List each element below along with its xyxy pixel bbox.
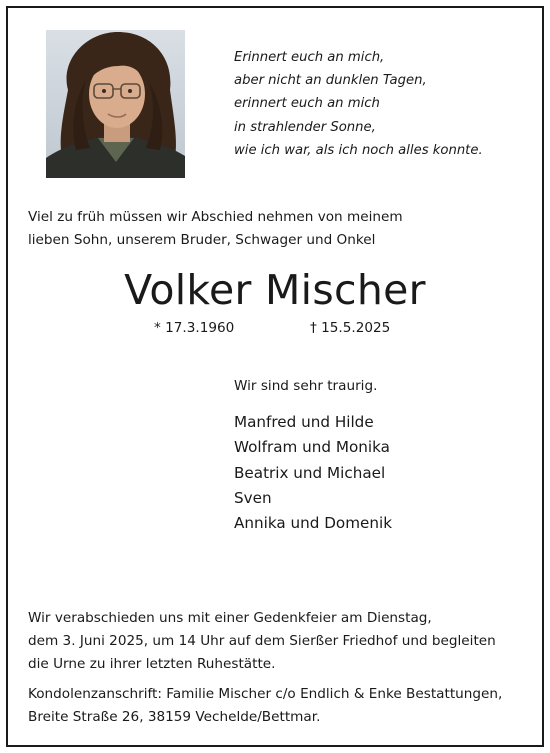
address-line: Breite Straße 26, 38159 Vechelde/Bettmar. bbox=[28, 709, 321, 725]
condolence-address bbox=[28, 683, 502, 729]
family-member: Annika und Domenik bbox=[234, 514, 393, 533]
poem-line: Erinnert euch an mich, bbox=[234, 50, 385, 65]
intro-line: lieben Sohn, unserem Bruder, Schwager und Onkel bbox=[28, 232, 376, 248]
service-line: Wir verabschieden uns mit einer Gedenkfeier am Dienstag, bbox=[28, 610, 432, 626]
deceased-name: Volker Mischer bbox=[124, 266, 426, 314]
family-member: Sven bbox=[234, 488, 272, 507]
family-list bbox=[234, 410, 392, 536]
poem bbox=[234, 46, 483, 162]
address-line: Kondolenzanschrift: Familie Mischer c/o Endlich & Enke Bestattungen, bbox=[28, 686, 503, 702]
memorial-service-text bbox=[28, 607, 496, 676]
family-member: Beatrix und Michael bbox=[234, 463, 386, 482]
poem-line: in strahlender Sonne, bbox=[234, 119, 376, 135]
intro-line: Viel zu früh müssen wir Abschied nehmen von meinem bbox=[28, 209, 403, 225]
portrait-photo bbox=[46, 30, 185, 178]
birth-date: * 17.3.1960 bbox=[154, 320, 235, 336]
family-member: Wolfram und Monika bbox=[234, 438, 390, 457]
poem-line: aber nicht an dunklen Tagen, bbox=[234, 73, 427, 89]
mourning-statement: Wir sind sehr traurig. bbox=[234, 378, 378, 394]
family-member: Manfred und Hilde bbox=[234, 413, 374, 431]
death-date: † 15.5.2025 bbox=[310, 320, 391, 336]
poem-line: erinnert euch an mich bbox=[234, 96, 380, 112]
service-line: dem 3. Juni 2025, um 14 Uhr auf dem Sierßer Friedhof und begleiten bbox=[28, 633, 496, 649]
service-line: die Urne zu ihrer letzten Ruhestätte. bbox=[28, 656, 276, 672]
poem-line: wie ich war, als ich noch alles konnte. bbox=[234, 142, 483, 158]
intro-text bbox=[28, 206, 403, 252]
